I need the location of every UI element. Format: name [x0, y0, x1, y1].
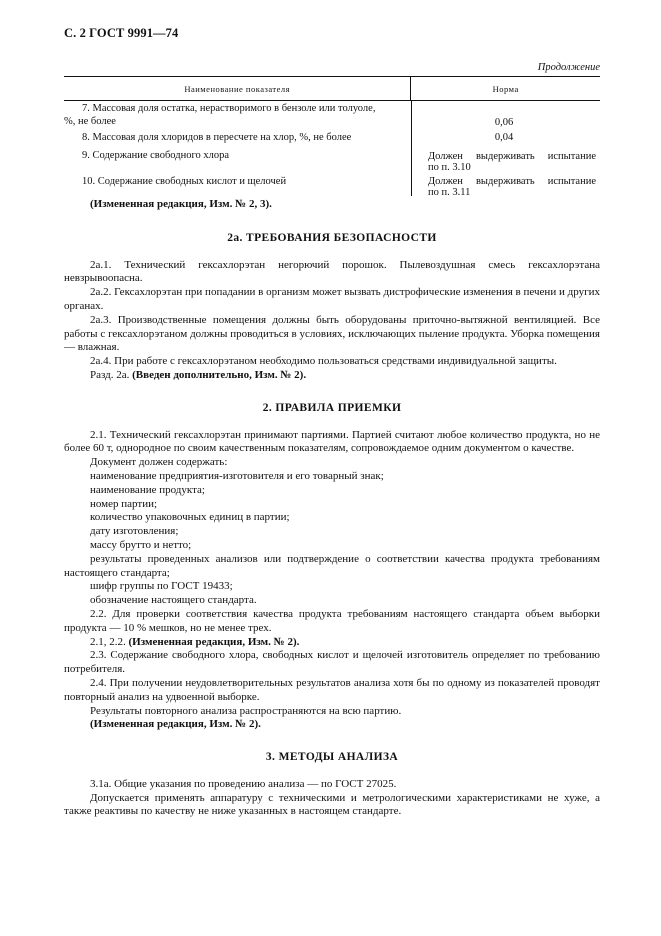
table-amendment-note: (Измененная редакция, Изм. № 2, 3). [90, 198, 272, 210]
table-cell-norm: Должен выдерживать испытание по п. 3.10 [411, 147, 600, 174]
list-item: наименование предприятия-изготовителя и его товарный знак; [90, 469, 384, 482]
amendment-note: (Измененная редакция, Изм. № 2). [90, 718, 261, 731]
paragraph: 2.2. Для проверки соответствия качества продукта требованиям настоящего стандарта объем выборки продукта — 10 % мешков, но не менее трех. [64, 607, 600, 634]
table-cell-norm: Должен выдерживать испытание по п. 3.11 [411, 174, 600, 196]
table-row [64, 174, 600, 196]
page-header: С. 2 ГОСТ 9991—74 [64, 26, 179, 40]
continuation-label: Продолжение [537, 62, 600, 73]
list-item: результаты проведенных анализов или подтверждение о соответствии качества продукта требованиям настоящего стандарта; [64, 552, 600, 579]
list-item: наименование продукта; [90, 483, 205, 496]
column-header-indicator: Наименование показателя [184, 83, 291, 94]
table-cell-indicator: 8. Массовая доля хлоридов в пересчете на хлор, %, не более [82, 132, 352, 143]
list-item: обозначение настоящего стандарта. [90, 594, 257, 607]
amendment-note: Разд. 2а. (Введен дополнительно, Изм. № 2). [90, 368, 307, 381]
list-item: дату изготовления; [90, 525, 179, 538]
paragraph: 3.1а. Общие указания по проведению анализа — по ГОСТ 27025. [90, 777, 397, 790]
paragraph: 2.3. Содержание свободного хлора, свободных кислот и щелочей изготовитель определяет по требованию потребителя. [64, 649, 600, 676]
table-cell-indicator: 7. Массовая доля остатка, нерастворимого в бензоле или толуоле, %, не более [64, 103, 376, 127]
paragraph: 2.1. Технический гексахлорэтан принимают партиями. Партией считают любое количество продукта, но не более 60 т, однородное по своим качественным показателям, сопровождаемое одним документом о качестве. [64, 428, 600, 455]
list-item: шифр группы по ГОСТ 19433; [90, 580, 233, 593]
table-cell-indicator: 10. Содержание свободных кислот и щелочей [82, 176, 287, 187]
table-cell-norm: 0,04 [411, 130, 600, 147]
paragraph: 2а.4. При работе с гексахлорэтаном необходимо пользоваться средствами индивидуальной защиты. [90, 355, 557, 368]
table-row [64, 101, 600, 130]
list-item: количество упаковочных единиц в партии; [90, 511, 290, 524]
list-intro: Документ должен содержать: [90, 456, 228, 469]
section-heading-acceptance: 2. ПРАВИЛА ПРИЕМКИ [262, 401, 402, 414]
paragraph: 2а.2. Гексахлорэтан при попадании в организм может вызвать дистрофические изменения в печени и других органах. [64, 286, 600, 312]
column-header-norm: Норма [410, 77, 600, 100]
specs-table [64, 76, 600, 196]
table-header [64, 77, 600, 101]
section-heading-safety: 2а. ТРЕБОВАНИЯ БЕЗОПАСНОСТИ [227, 231, 437, 244]
table-cell-indicator: 9. Содержание свободного хлора [82, 150, 230, 161]
paragraph: Результаты повторного анализа распространяются на всю партию. [90, 704, 402, 717]
table-row [64, 130, 600, 147]
paragraph: Допускается применять аппаратуру с техническими и метрологическими характеристиками не хуже, а также реактивы по качеству не ниже указанных в настоящем стандарте. [64, 791, 600, 818]
table-row [64, 147, 600, 174]
paragraph: 2а.1. Технический гексахлорэтан негорючий порошок. Пылевоздушная смесь гексахлорэтана невзрывоопасна. [64, 258, 600, 285]
list-item: массу брутто и нетто; [90, 538, 192, 551]
amendment-note: 2.1, 2.2. (Измененная редакция, Изм. № 2). [90, 635, 300, 648]
table-cell-norm: 0,06 [411, 101, 600, 130]
paragraph: 2.4. При получении неудовлетворительных результатов анализа хотя бы по одному из показателей проводят повторный анализ на удвоенной выборке. [64, 676, 600, 703]
section-heading-methods: 3. МЕТОДЫ АНАЛИЗА [265, 751, 399, 764]
document-body [64, 198, 600, 819]
list-item: номер партии; [90, 497, 158, 510]
paragraph: 2а.3. Производственные помещения должны быть оборудованы приточно-вытяжной вентиляцией. Все работы с гексахлорэтаном должны проводиться в условиях, исключающих пыление продукта. Уборка помещения — влажная. [64, 313, 600, 354]
